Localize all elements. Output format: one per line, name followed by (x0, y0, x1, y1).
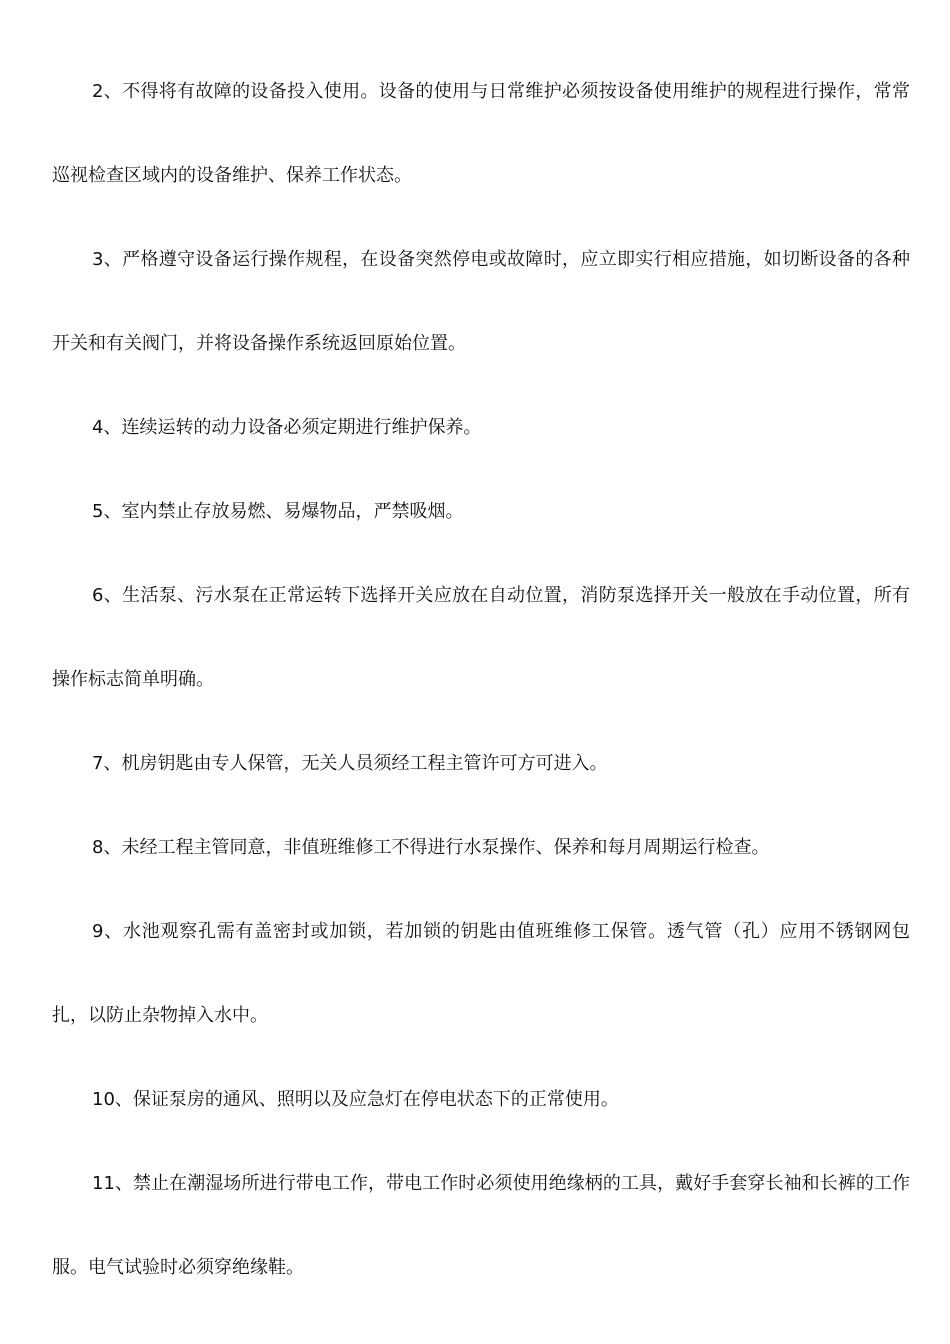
paragraph-item-11: 11、禁止在潮湿场所进行带电工作，带电工作时必须使用绝缘柄的工具，戴好手套穿长袖和长裤的工作服。电气试验时必须穿绝缘鞋。 (52, 1173, 910, 1278)
paragraph-item-10: 10、保证泵房的通风、照明以及应急灯在停电状态下的正常使用。 (92, 1089, 619, 1110)
paragraph-item-8: 8、未经工程主管同意，非值班维修工不得进行水泵操作、保养和每月周期运行检查。 (92, 837, 770, 858)
paragraph-item-2: 2、不得将有故障的设备投入使用。设备的使用与日常维护必须按设备使用维护的规程进行操作，常常巡视检查区域内的设备维护、保养工作状态。 (52, 81, 910, 186)
paragraph-item-5: 5、室内禁止存放易燃、易爆物品，严禁吸烟。 (92, 501, 464, 522)
paragraph-item-9: 9、水池观察孔需有盖密封或加锁，若加锁的钥匙由值班维修工保管。透气管（孔）应用不锈钢网包扎，以防止杂物掉入水中。 (52, 921, 910, 1026)
paragraph-item-7: 7、机房钥匙由专人保管，无关人员须经工程主管许可方可进入。 (92, 753, 608, 774)
paragraph-item-6: 6、生活泵、污水泵在正常运转下选择开关应放在自动位置，消防泵选择开关一般放在手动位置，所有操作标志简单明确。 (52, 585, 910, 690)
paragraph-item-3: 3、严格遵守设备运行操作规程，在设备突然停电或故障时，应立即实行相应措施，如切断设备的各种开关和有关阀门，并将设备操作系统返回原始位置。 (52, 249, 910, 354)
paragraph-item-4: 4、连续运转的动力设备必须定期进行维护保养。 (92, 417, 482, 438)
